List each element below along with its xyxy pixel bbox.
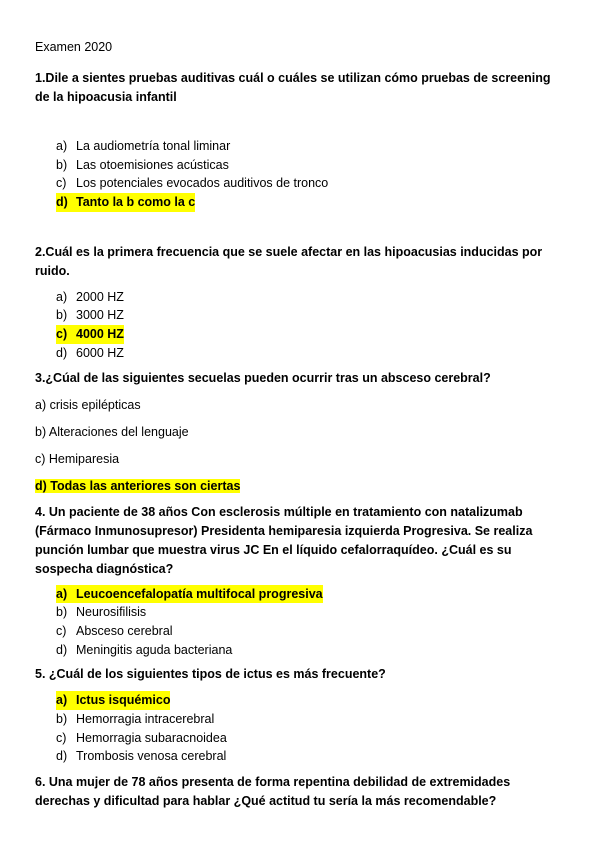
question-5-options: [35, 691, 565, 766]
option-2a: a) 2000 HZ: [56, 289, 124, 304]
option-2c-correct: c) 4000 HZ: [56, 325, 565, 344]
option-2b: b) 3000 HZ: [56, 308, 124, 323]
option-3b: b) Alteraciones del lenguaje: [35, 424, 189, 439]
option-1a: a) La audiometría tonal liminar: [56, 139, 231, 153]
question-6: 6. Una mujer de 78 años presenta de forma repentina debilidad de extremidades derechas y dificultad para hablar ¿Qué actitud tu sería la más recomendable?: [35, 775, 511, 808]
option-4a-correct: a) Leucoencefalopatía multifocal progresiva: [56, 585, 565, 604]
option-3d-correct: d) Todas las anteriores son ciertas: [35, 478, 241, 493]
question-4: 4. Un paciente de 38 años Con esclerosis múltiple en tratamiento con natalizumab (Fármaco Inmunosupresor) Presidenta hemiparesia izquierda Progresiva. Se realiza punción lumbar que muestra virus JC En el líquido cefalorraquídeo. ¿Cuál es su sospecha diagnóstica?: [35, 504, 533, 576]
question-3: 3.¿Cúal de las siguientes secuelas pueden ocurrir tras un absceso cerebral?: [35, 370, 491, 385]
option-5c: c) Hemorragia subaracnoidea: [56, 730, 227, 745]
question-5: 5. ¿Cuál de los siguientes tipos de ictus es más frecuente?: [35, 667, 386, 682]
question-4-options: [35, 585, 565, 660]
option-3c: c) Hemiparesia: [35, 451, 120, 466]
option-3a: a) crisis epilépticas: [35, 397, 141, 412]
question-2-options: [35, 288, 565, 363]
question-1-options: [35, 137, 565, 212]
doc-title: Examen 2020: [35, 40, 113, 54]
option-5a-correct: a) Ictus isquémico: [56, 691, 565, 710]
option-5b: b) Hemorragia intracerebral: [56, 711, 215, 726]
option-4b: b) Neurosifilisis: [56, 605, 147, 620]
option-1c: c) Los potenciales evocados auditivos de tronco: [56, 176, 329, 191]
option-4c: c) Absceso cerebral: [56, 623, 173, 638]
option-1b: b) Las otoemisiones acústicas: [56, 157, 229, 172]
option-4d: d) Meningitis aguda bacteriana: [56, 642, 233, 657]
option-1d-correct: d) Tanto la b como la c: [56, 193, 565, 212]
question-2: 2.Cuál es la primera frecuencia que se suele afectar en las hipoacusias inducidas por ruido.: [35, 244, 543, 278]
question-1: 1.Dile a sientes pruebas auditivas cuál o cuáles se utilizan cómo pruebas de screening de la hipoacusia infantil: [35, 71, 551, 104]
option-2d: d) 6000 HZ: [56, 345, 124, 360]
document-page: [35, 34, 565, 811]
option-5d: d) Trombosis venosa cerebral: [56, 749, 227, 764]
